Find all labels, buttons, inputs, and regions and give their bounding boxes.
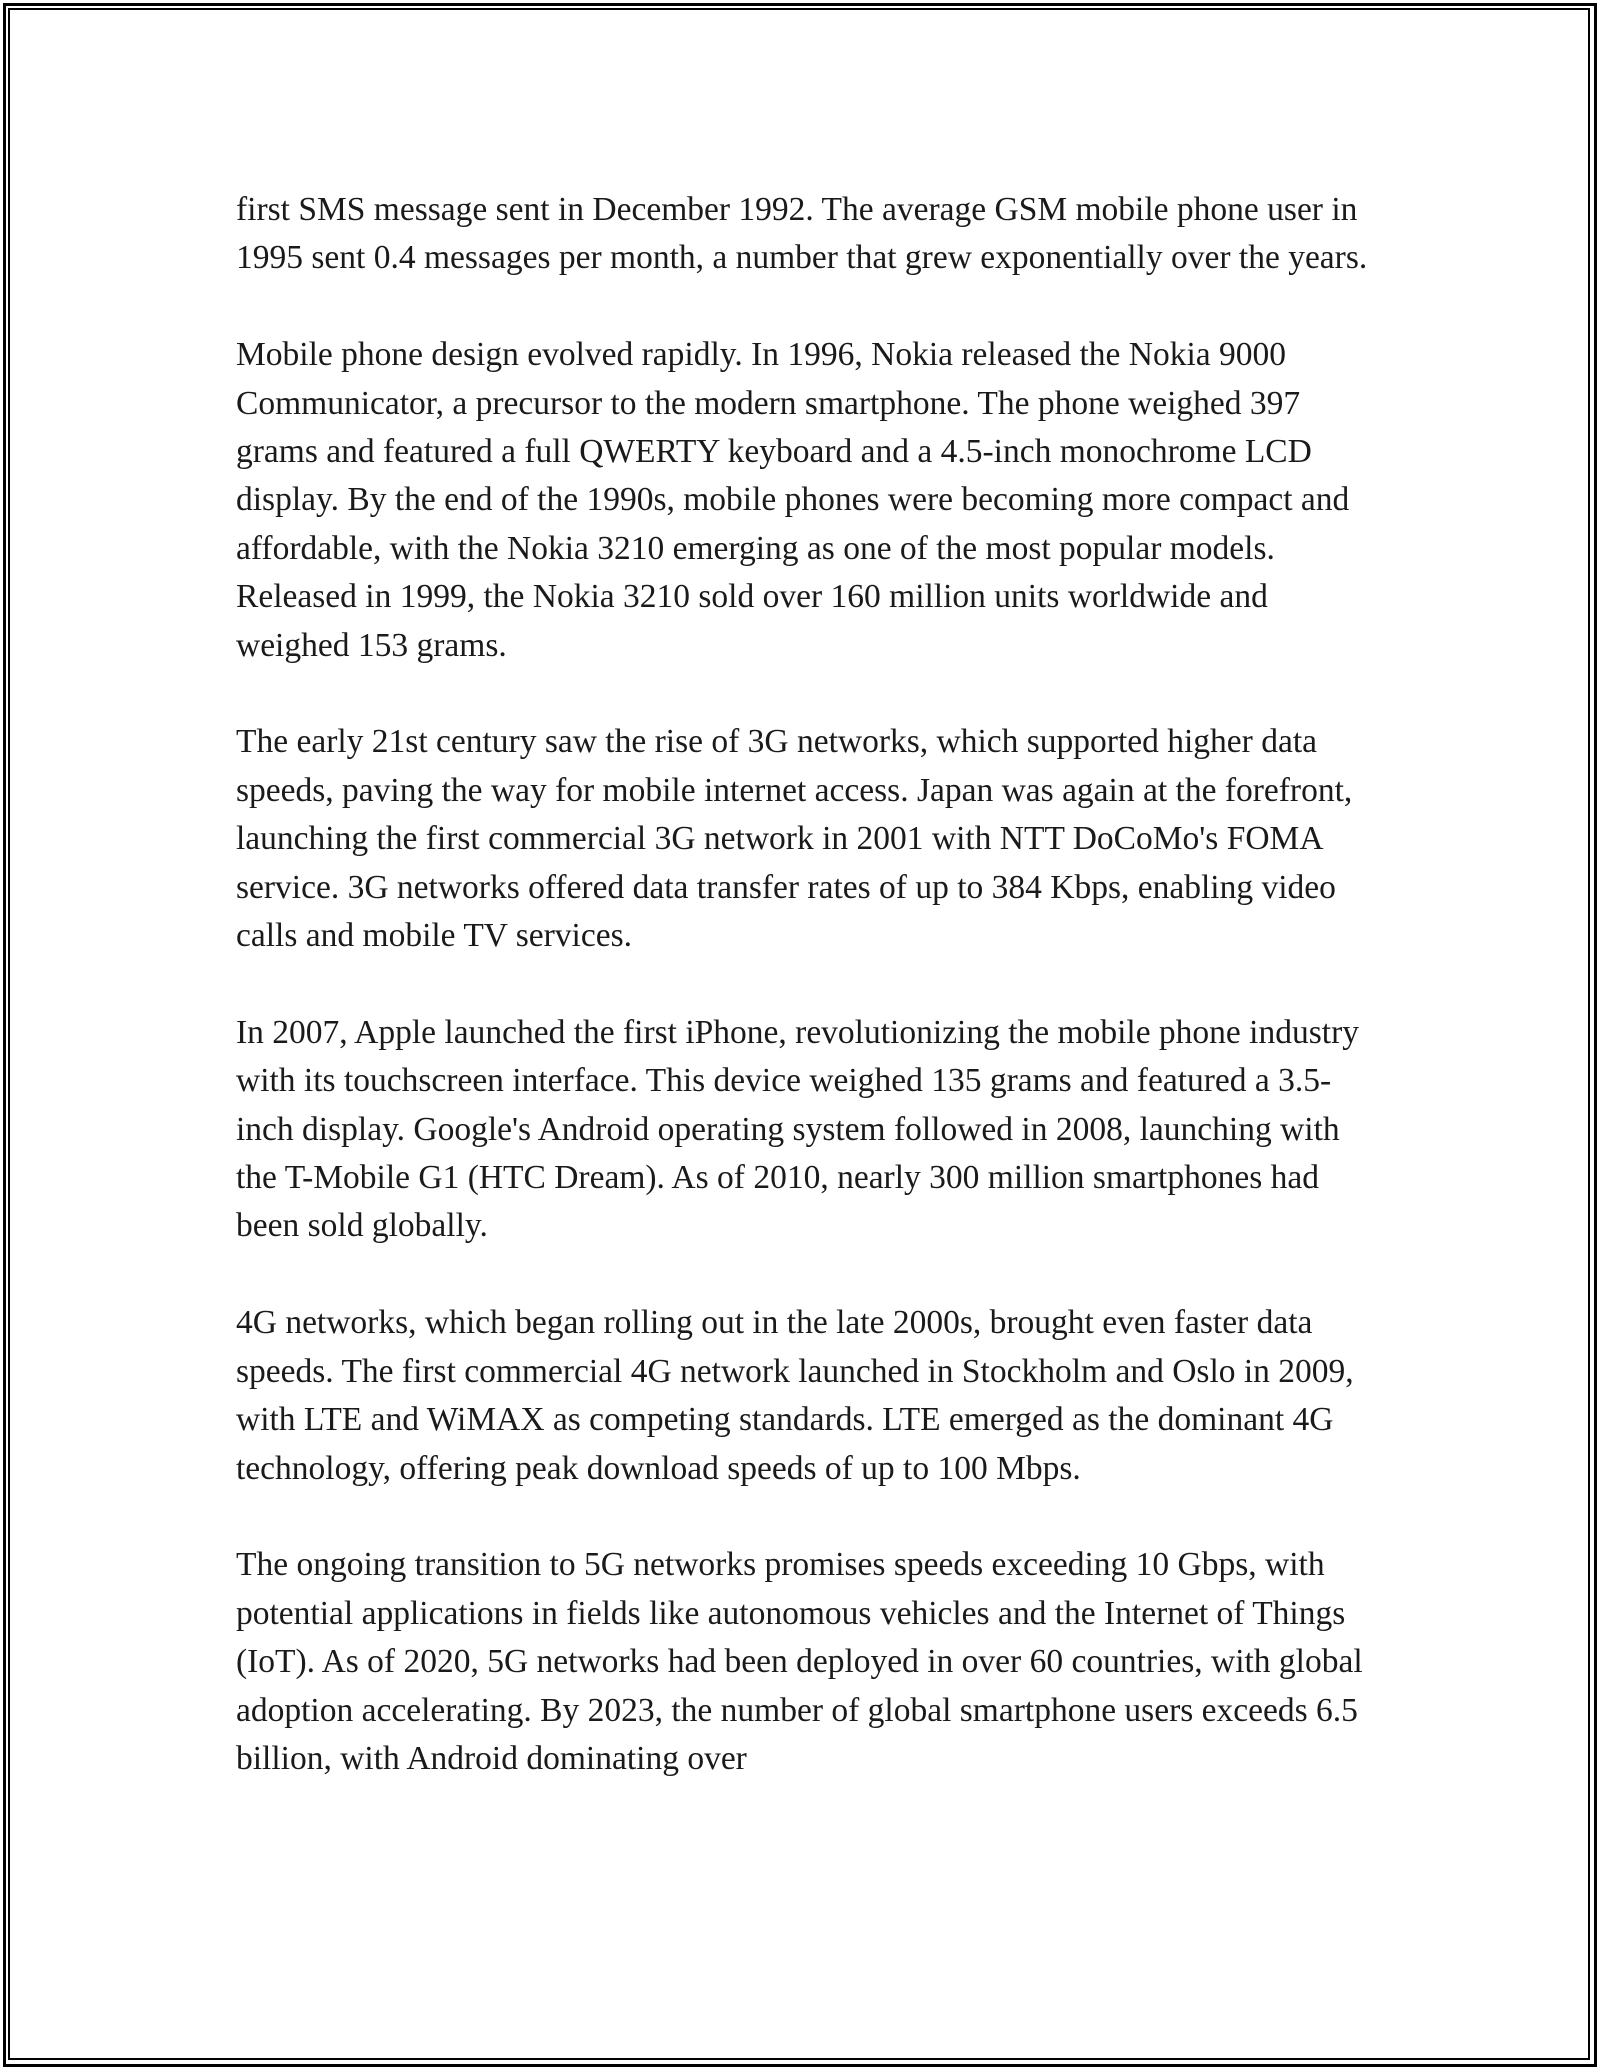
paragraph-sms: first SMS message sent in December 1992. The average GSM mobile phone user in 1995 sent 0.4 messages per month, a number that grew exponentially over the years.	[236, 191, 1368, 277]
paragraph-3g-networks: The early 21st century saw the rise of 3G networks, which supported higher data speeds, paving the way for mobile internet access. Japan was again at the forefront, launching the first commercial 3G network in 2001 with NTT DoCoMo's FOMA service. 3G networks offered data transfer rates of up to 384 Kbps, enabling video calls and mobile TV services.	[236, 723, 1353, 955]
paragraph-4g-networks: 4G networks, which began rolling out in the late 2000s, brought even faster data speeds. The first commercial 4G network launched in Stockholm and Oslo in 2009, with LTE and WiMAX as competing standards. LTE emerged as the dominant 4G technology, offering peak download speeds of up to 100 Mbps.	[236, 1304, 1354, 1487]
paragraph-smartphones: In 2007, Apple launched the first iPhone, revolutionizing the mobile phone industry with its touchscreen interface. This device weighed 135 grams and featured a 3.5-inch display. Google's Android operating system followed in 2008, launching with the T-Mobile G1 (HTC Dream). As of 2010, nearly 300 million smartphones had been sold globally.	[236, 1013, 1359, 1245]
paragraph-phone-design: Mobile phone design evolved rapidly. In 1996, Nokia released the Nokia 9000 Communicator, a precursor to the modern smartphone. The phone weighed 397 grams and featured a full QWERTY keyboard and a 4.5-inch monochrome LCD display. By the end of the 1990s, mobile phones were becoming more compact and affordable, with the Nokia 3210 emerging as one of the most popular models. Released in 1999, the Nokia 3210 sold over 160 million units worldwide and weighed 153 grams.	[236, 336, 1350, 664]
document-body	[236, 186, 1376, 1832]
paragraph-5g-networks: The ongoing transition to 5G networks promises speeds exceeding 10 Gbps, with potential applications in fields like autonomous vehicles and the Internet of Things (IoT). As of 2020, 5G networks had been deployed in over 60 countries, with global adoption accelerating. By 2023, the number of global smartphone users exceeds 6.5 billion, with Android dominating over	[236, 1546, 1363, 1777]
